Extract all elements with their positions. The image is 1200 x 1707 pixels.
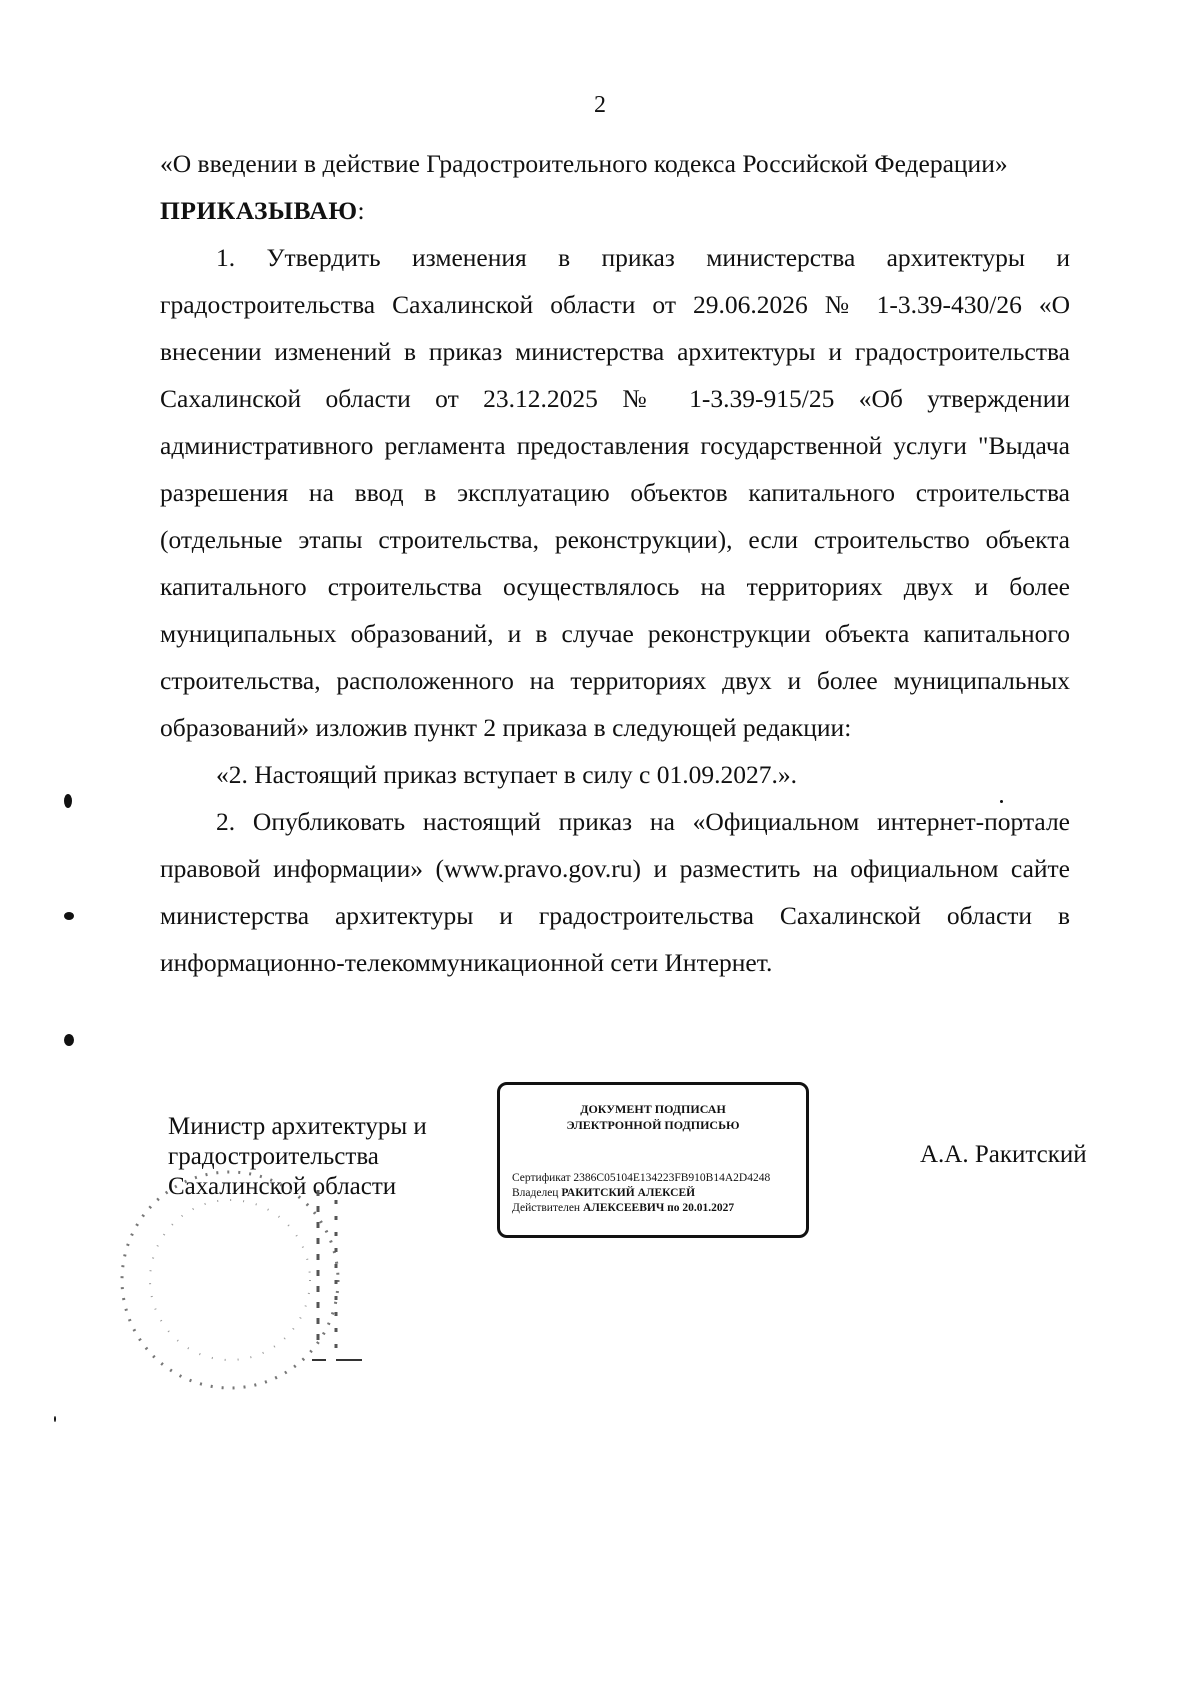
intro-line: «О введении в действие Градостроительного кодекса Российской Федерации»	[160, 149, 1008, 178]
document-body	[160, 140, 1070, 986]
order-colon: :	[357, 196, 365, 225]
scan-speck	[64, 912, 74, 920]
owner-value: РАКИТСКИЙ АЛЕКСЕЙ	[561, 1187, 696, 1199]
page-number: 2	[594, 92, 606, 118]
electronic-signature-stamp	[497, 1082, 809, 1238]
signatory-title-line: Сахалинской области	[168, 1173, 397, 1200]
signatory-title-line: градостроительства	[168, 1143, 379, 1170]
certificate-label: Сертификат	[512, 1172, 571, 1184]
stamp-certificate	[512, 1171, 807, 1186]
order-word: ПРИКАЗЫВАЮ	[160, 196, 358, 225]
scan-speck	[54, 1416, 56, 1422]
official-seal-imprint	[100, 1160, 400, 1400]
valid-value: АЛЕКСЕЕВИЧ по 20.01.2027	[582, 1202, 735, 1214]
paragraph-quote: «2. Настоящий приказ вступает в силу с 01.09.2027.».	[216, 760, 797, 789]
signatory-name: А.А. Ракитский	[920, 1141, 1087, 1168]
scan-speck	[64, 1034, 74, 1046]
valid-label: Действителен	[512, 1202, 581, 1214]
owner-label: Владелец	[512, 1187, 559, 1199]
stamp-details	[512, 1171, 807, 1216]
stamp-validity	[512, 1201, 807, 1216]
stamp-owner	[512, 1186, 807, 1201]
scan-speck	[1000, 800, 1003, 803]
stamp-heading-line: ДОКУМЕНТ ПОДПИСАН	[580, 1102, 726, 1116]
paragraph-1: 1. Утвердить изменения в приказ министерства архитектуры и градостроительства Сахалинской области от 29.06.2026 № 1-3.39-430/26 «О внесении изменений в приказ министерства архитектуры и градостроительства Сахалинской области от 23.12.2025 № 1-3.39-915/25 «Об утверждении административного регламента предоставления государственной услуги "Выдача разрешения на ввод в эксплуатацию объектов капитального строительства (отдельные этапы строительства, реконструкции), если строительство объекта капитального строительства осуществлялось на территориях двух и более муниципальных образований, и в случае реконструкции объекта капитального строительства, расположенного на территориях двух и более муниципальных образований» изложив пункт 2 приказа в следующей редакции:	[160, 243, 1070, 742]
paragraph-2: 2. Опубликовать настоящий приказ на «Официальном интернет-портале правовой информации» (www.pravo.gov.ru) и разместить на официальном сайте министерства архитектуры и градостроительства Сахалинской области в информационно-телекоммуникационной сети Интернет.	[160, 807, 1070, 977]
signatory-title-line: Министр архитектуры и	[168, 1113, 427, 1140]
certificate-value: 2386C05104E134223FB910B14A2D4248	[573, 1172, 771, 1184]
stamp-heading-line: ЭЛЕКТРОННОЙ ПОДПИСЬЮ	[566, 1118, 740, 1132]
stamp-heading	[500, 1101, 806, 1133]
scan-speck	[64, 794, 72, 808]
order-heading	[160, 187, 1070, 234]
